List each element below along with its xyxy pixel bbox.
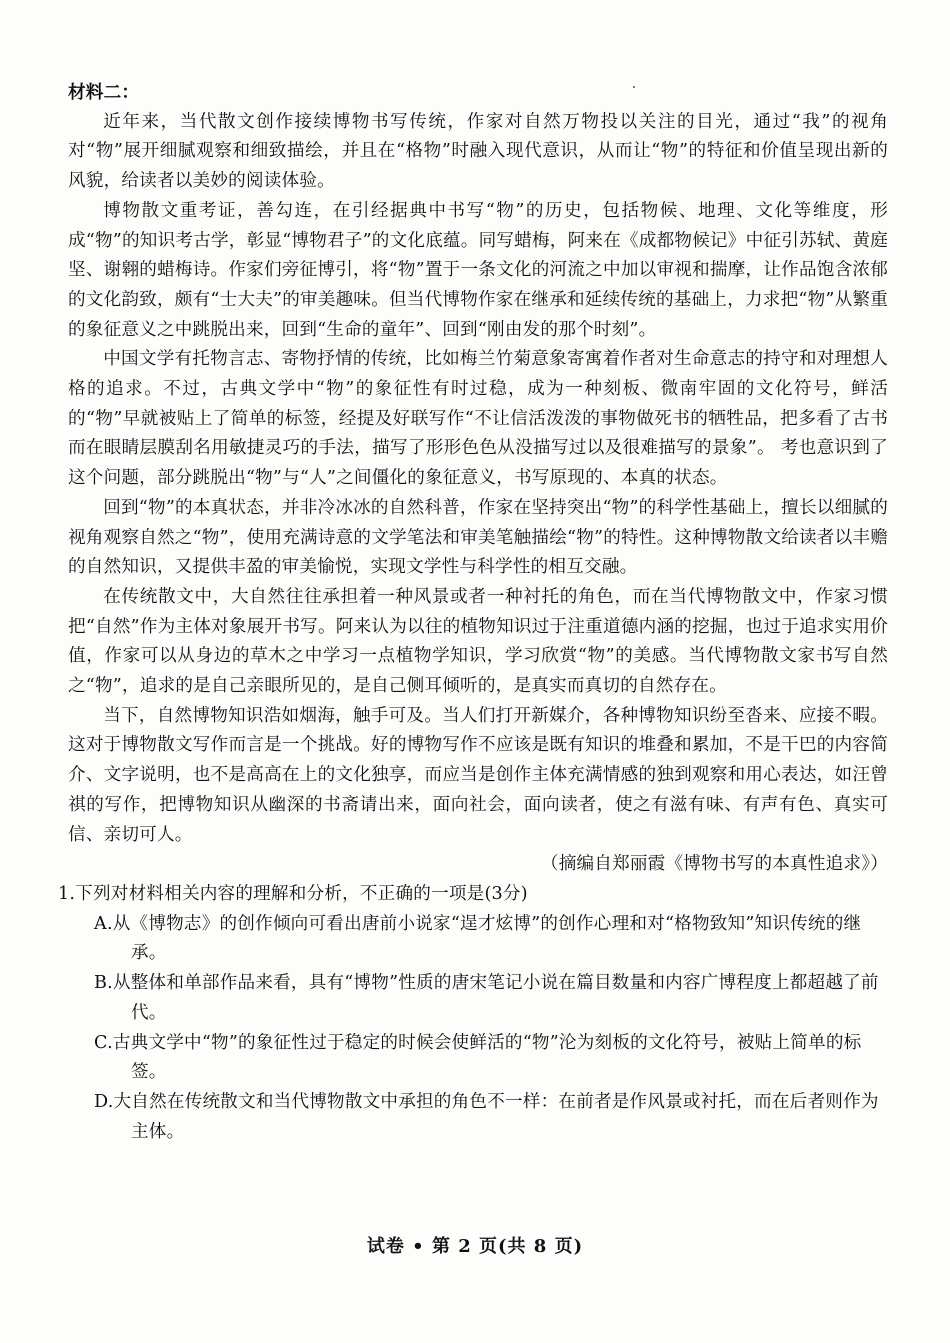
paragraph-5: 在传统散文中，大自然往往承担着一种风景或者一种衬托的角色，而在当代博物散文中，作家习惯把“自然”作为主体对象展开书写。阿来认为以往的植物知识过于注重道德内涵的挖掘，也过于追求实用价值，作家可以从身边的草木之中学习一点植物学知识，学习欣赏“物”的美感。当代博物散文家书写自然之“物”，追求的是自己亲眼所见的，是自己侧耳倾听的，是真实而真切的自然存在。 xyxy=(68,586,888,697)
option-c: C.古典文学中“物”的象征性过于稳定的时候会使鲜活的“物”沦为刻板的文化符号，被贴上简单的标签。 xyxy=(94,1032,862,1083)
option-d: D.大自然在传统散文和当代博物散文中承担的角色不一样：在前者是作风景或衬托，而在后者则作为主体。 xyxy=(94,1091,879,1142)
paragraph-4: 回到“物”的本真状态，并非冷冰冰的自然科普，作家在坚持突出“物”的科学性基础上，擅长以细腻的视角观察自然之“物”，使用充满诗意的文学笔法和审美笔触描绘“物”的特性。这种博物散文给读者以丰赡的自然知识，又提供丰盈的审美愉悦，实现文学性与科学性的相互交融。 xyxy=(68,497,888,578)
page-footer: 试卷 • 第 2 页(共 8 页) xyxy=(366,1236,584,1257)
section-title: 材料二： xyxy=(68,82,140,103)
source-citation: （摘编自郑丽霞《博物书写的本真性追求》） xyxy=(540,854,888,875)
paragraph-3: 中国文学有托物言志、寄物抒情的传统，比如梅兰竹菊意象寄寓着作者对生命意志的持守和对理想人格的追求。不过，古典文学中“物”的象征性有时过稳，成为一种刻板、微南牢固的文化符号，鲜活的“物”早就被贴上了简单的标签，经提及好联写作“不让信活泼泼的事物做死书的牺牲品，把多看了古书而在眼睛层膜刮名用敏捷灵巧的手法，描写了形形色色从没描写过以及很难描写的景象”。 考也意识到了这个问题，部分跳脱出“物”与“人”之间僵化的象征意义，书写原现的、本真的状态。 xyxy=(68,349,888,489)
option-a: A.从《博物志》的创作倾向可看出唐前小说家“逞才炫博”的创作心理和对“格物致知”知识传统的继承。 xyxy=(94,913,862,964)
page-content xyxy=(58,78,888,1147)
option-b: B.从整体和单部作品来看，具有“博物”性质的唐宋笔记小说在篇目数量和内容广博程度上都超越了前代。 xyxy=(94,973,879,1023)
paragraph-1: 近年来，当代散文创作接续博物书写传统，作家对自然万物投以关注的目光，通过“我”的视角对“物”展开细腻观察和细致描绘，并且在“格物”时融入现代意识，从而让“物”的特征和价值呈现出新的风貌，给读者以美妙的阅读体验。 xyxy=(68,111,888,192)
question-stem: 1.下列对材料相关内容的理解和分析，不正确的一项是(3分) xyxy=(58,883,528,904)
paragraph-2: 博物散文重考证，善勾连，在引经据典中书写“物”的历史，包括物候、地理、文化等维度，形成“物”的知识考古学，彰显“博物君子”的文化底蕴。同写蜡梅，阿来在《成都物候记》中征引苏轼、黄庭坚、谢翱的蜡梅诗。作家们旁征博引，将“物”置于一条文化的河流之中加以审视和揣摩，让作品饱含浓郁的文化韵致，颇有“士大夫”的审美趣味。但当代博物作家在继承和延续传统的基础上，力求把“物”从繁重的象征意义之中跳脱出来，回到“生命的童年”、回到“刚由发的那个时刻”。 xyxy=(68,200,888,340)
paragraph-6: 当下，自然博物知识浩如烟海，触手可及。当人们打开新媒介，各种博物知识纷至沓来、应接不暇。这对于博物散文写作而言是一个挑战。好的博物写作不应该是既有知识的堆叠和累加，不是干巴的内容简介、文字说明，也不是高高在上的文化独享，而应当是创作主体充满情感的独到观察和用心表达，如汪曾祺的写作，把博物知识从幽深的书斋请出来，面向社会，面向读者，使之有滋有味、有声有色、真实可信、亲切可人。 xyxy=(68,705,888,845)
